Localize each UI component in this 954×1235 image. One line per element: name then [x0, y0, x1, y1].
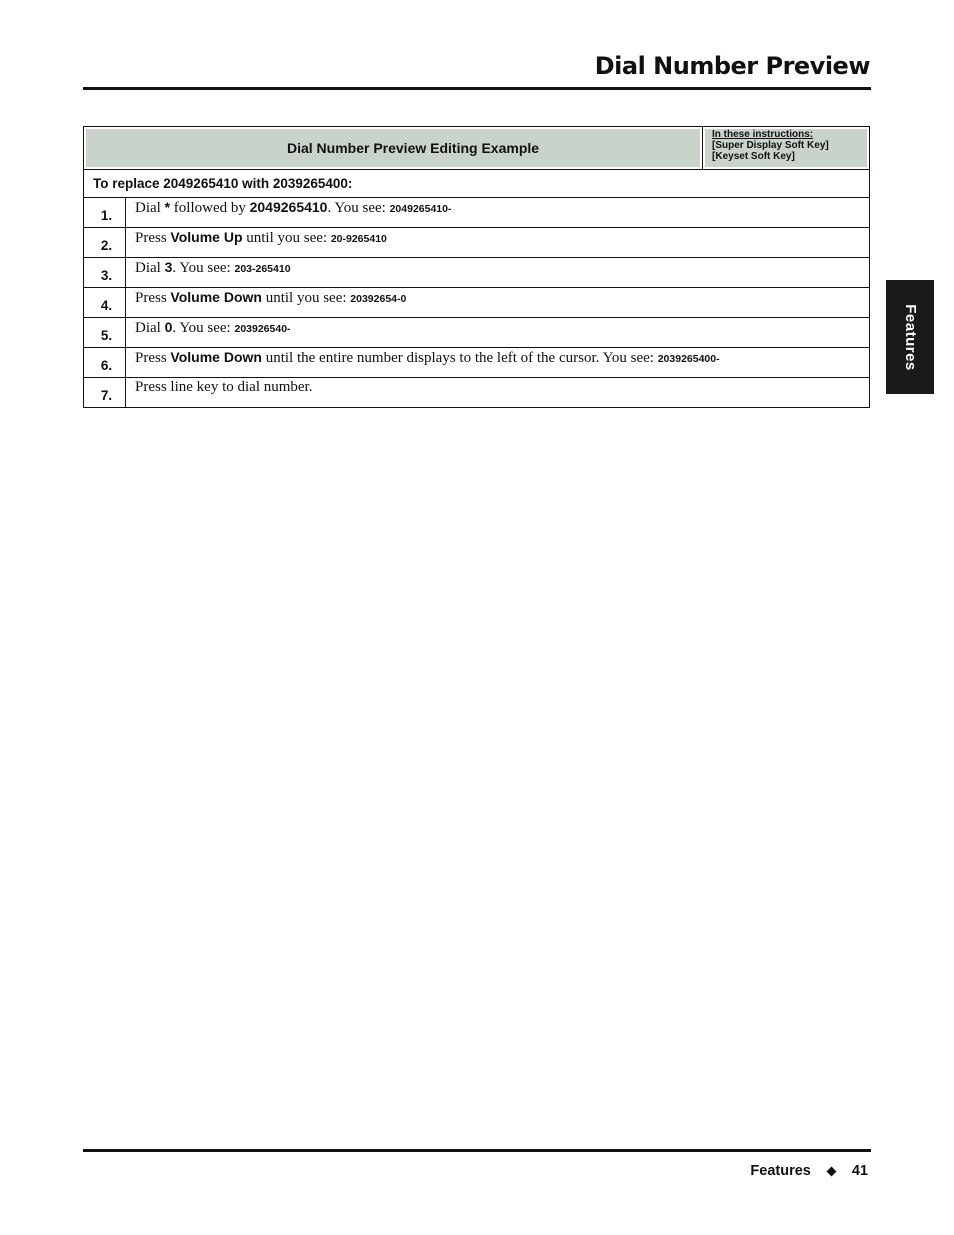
display-readout: 20-9265410	[330, 233, 387, 245]
key-label: 0	[164, 319, 173, 335]
diamond-icon	[826, 1166, 836, 1176]
section-tab-label: Features	[901, 303, 919, 371]
key-label: 3	[164, 259, 173, 275]
display-readout: 2039265400-	[657, 353, 720, 365]
key-label: Volume Up	[170, 229, 243, 245]
step-number: 1.	[84, 198, 126, 228]
note-super-display: [Super Display Soft Key]	[712, 140, 829, 151]
page-number: 41	[851, 1163, 868, 1179]
display-readout: 20392654-0	[350, 293, 407, 305]
note-heading: In these instructions:	[712, 129, 814, 140]
key-label: Volume Down	[170, 289, 262, 305]
step-text: Press line key to dial number.	[126, 378, 870, 408]
step-row	[84, 318, 870, 348]
step-row	[84, 228, 870, 258]
key-label: 2049265410	[249, 199, 328, 215]
page-title: Dial Number Preview	[594, 52, 870, 80]
step-row	[84, 378, 870, 408]
section-tab[interactable]	[886, 280, 934, 394]
key-label: Volume Down	[170, 349, 262, 365]
page-footer	[750, 1163, 868, 1179]
step-number: 6.	[84, 348, 126, 378]
step-text: Press Volume Down until you see: 20392654-0	[126, 288, 870, 318]
display-readout: 203-265410	[234, 263, 291, 275]
step-row	[84, 348, 870, 378]
step-number: 2.	[84, 228, 126, 258]
step-text: Dial * followed by 2049265410. You see: 2049265410-	[126, 198, 870, 228]
note-keyset: [Keyset Soft Key]	[712, 151, 795, 162]
step-text: Dial 3. You see: 203-265410	[126, 258, 870, 288]
instructions-note	[703, 127, 870, 170]
key-label: *	[164, 199, 171, 215]
table-title: Dial Number Preview Editing Example	[84, 127, 703, 170]
footer-rule	[83, 1149, 871, 1152]
step-number: 4.	[84, 288, 126, 318]
step-number: 3.	[84, 258, 126, 288]
step-row	[84, 198, 870, 228]
step-number: 5.	[84, 318, 126, 348]
title-rule	[83, 87, 871, 90]
step-text: Dial 0. You see: 203926540-	[126, 318, 870, 348]
procedure-table	[83, 126, 870, 408]
step-number: 7.	[84, 378, 126, 408]
step-text: Press Volume Down until the entire number displays to the left of the cursor. You see: 2039265400-	[126, 348, 870, 378]
step-row	[84, 288, 870, 318]
intro-row	[84, 170, 870, 198]
intro-text: To replace 2049265410 with 2039265400:	[84, 170, 870, 198]
display-readout: 2049265410-	[389, 203, 452, 215]
footer-section: Features	[750, 1163, 811, 1179]
step-text: Press Volume Up until you see: 20-9265410	[126, 228, 870, 258]
display-readout: 203926540-	[234, 323, 291, 335]
step-row	[84, 258, 870, 288]
table-header-row	[84, 127, 870, 170]
